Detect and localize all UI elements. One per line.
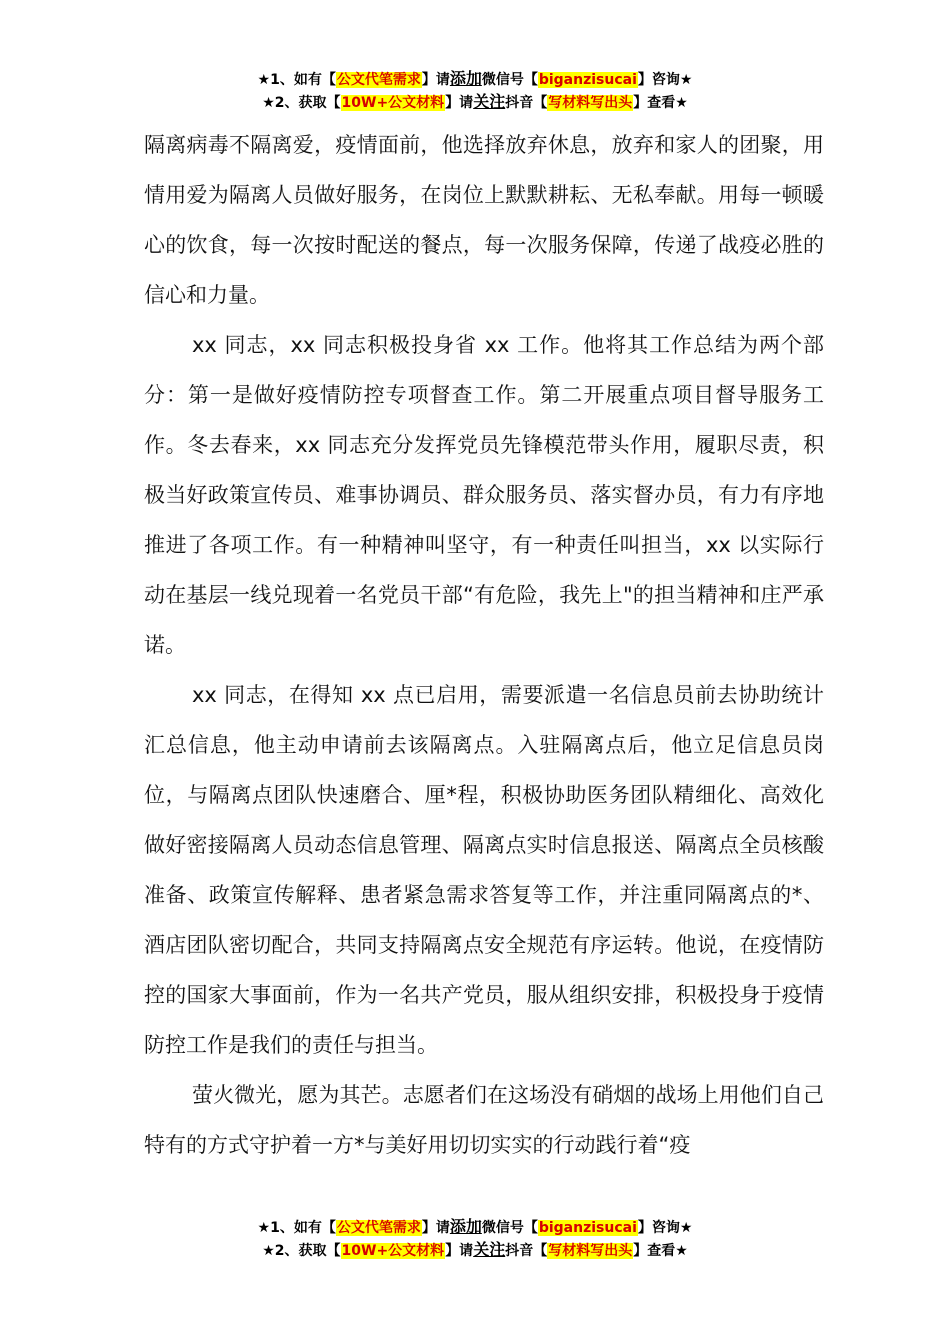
document-body — [144, 120, 824, 1170]
banner-text: 抖音【 — [505, 95, 548, 111]
banner-text: 】请 — [445, 1243, 474, 1259]
banner-text: 微信号【 — [481, 1220, 538, 1236]
banner-text: 】咨询★ — [637, 72, 693, 88]
banner-text: 】查看★ — [633, 1243, 688, 1259]
banner-underline: 添加 — [449, 69, 482, 88]
banner-highlight: 10W+公文材料 — [341, 95, 445, 111]
banner-text: 】请 — [421, 1220, 450, 1236]
paragraph-1: 隔离病毒不隔离爱，疫情面前，他选择放弃休息，放弃和家人的团聚，用情用爱为隔离人员做好服务，在岗位上默默耕耘、无私奉献。用每一顿暖心的饮食，每一次按时配送的餐点，每一次服务保障，传递了战疫必胜的信心和力量。 — [144, 133, 824, 307]
banner-underline: 关注 — [473, 92, 506, 111]
banner-text: 抖音【 — [505, 1243, 548, 1259]
banner-line-2 — [0, 91, 950, 114]
banner-line-1 — [0, 1216, 950, 1239]
banner-text: 】咨询★ — [637, 1220, 693, 1236]
header-banner — [0, 68, 950, 114]
banner-highlight: 写材料写出头 — [548, 95, 633, 111]
banner-highlight: 公文代笔需求 — [336, 1220, 421, 1236]
paragraph-4: 萤火微光，愿为其芒。志愿者们在这场没有硝烟的战场上用他们自己特有的方式守护着一方*与美好用切切实实的行动践行着“疫 — [144, 1083, 824, 1157]
banner-highlight: biganzisucai — [538, 1220, 637, 1236]
paragraph-2: xx 同志，xx 同志积极投身省 xx 工作。他将其工作总结为两个部分：第一是做好疫情防控专项督查工作。第二开展重点项目督导服务工作。冬去春来，xx 同志充分发挥党员先锋模范带头作用，履职尽责，积极当好政策宣传员、难事协调员、群众服务员、落实督办员，有力有序地推进了各项工作。有一种精神叫坚守，有一种责任叫担当，xx 以实际行动在基层一线兑现着一名党员干部“有危险，我先上"的担当精神和庄严承诺。 — [144, 333, 824, 657]
banner-text: ★2、获取【 — [262, 1243, 341, 1259]
banner-text: ★1、如有【 — [257, 72, 336, 88]
banner-text: 】请 — [421, 72, 450, 88]
banner-highlight: 10W+公文材料 — [341, 1243, 445, 1259]
banner-text: ★2、获取【 — [262, 95, 341, 111]
banner-text: 微信号【 — [481, 72, 538, 88]
banner-underline: 关注 — [473, 1240, 506, 1259]
banner-line-2 — [0, 1239, 950, 1262]
paragraph-3: xx 同志，在得知 xx 点已启用，需要派遣一名信息员前去协助统计汇总信息，他主动申请前去该隔离点。入驻隔离点后，他立足信息员岗位，与隔离点团队快速磨合、厘*程，积极协助医务团队精细化、高效化做好密接隔离人员动态信息管理、隔离点实时信息报送、隔离点全员核酸准备、政策宣传解释、患者紧急需求答复等工作，并注重同隔离点的*、酒店团队密切配合，共同支持隔离点安全规范有序运转。他说，在疫情防控的国家大事面前，作为一名共产党员，服从组织安排，积极投身于疫情防控工作是我们的责任与担当。 — [144, 683, 824, 1057]
banner-text: ★1、如有【 — [257, 1220, 336, 1236]
footer-banner — [0, 1216, 950, 1262]
banner-text: 】查看★ — [633, 95, 688, 111]
banner-highlight: 写材料写出头 — [548, 1243, 633, 1259]
banner-text: 】请 — [445, 95, 474, 111]
banner-underline: 添加 — [449, 1217, 482, 1236]
banner-line-1 — [0, 68, 950, 91]
banner-highlight: biganzisucai — [538, 72, 637, 88]
banner-highlight: 公文代笔需求 — [336, 72, 421, 88]
